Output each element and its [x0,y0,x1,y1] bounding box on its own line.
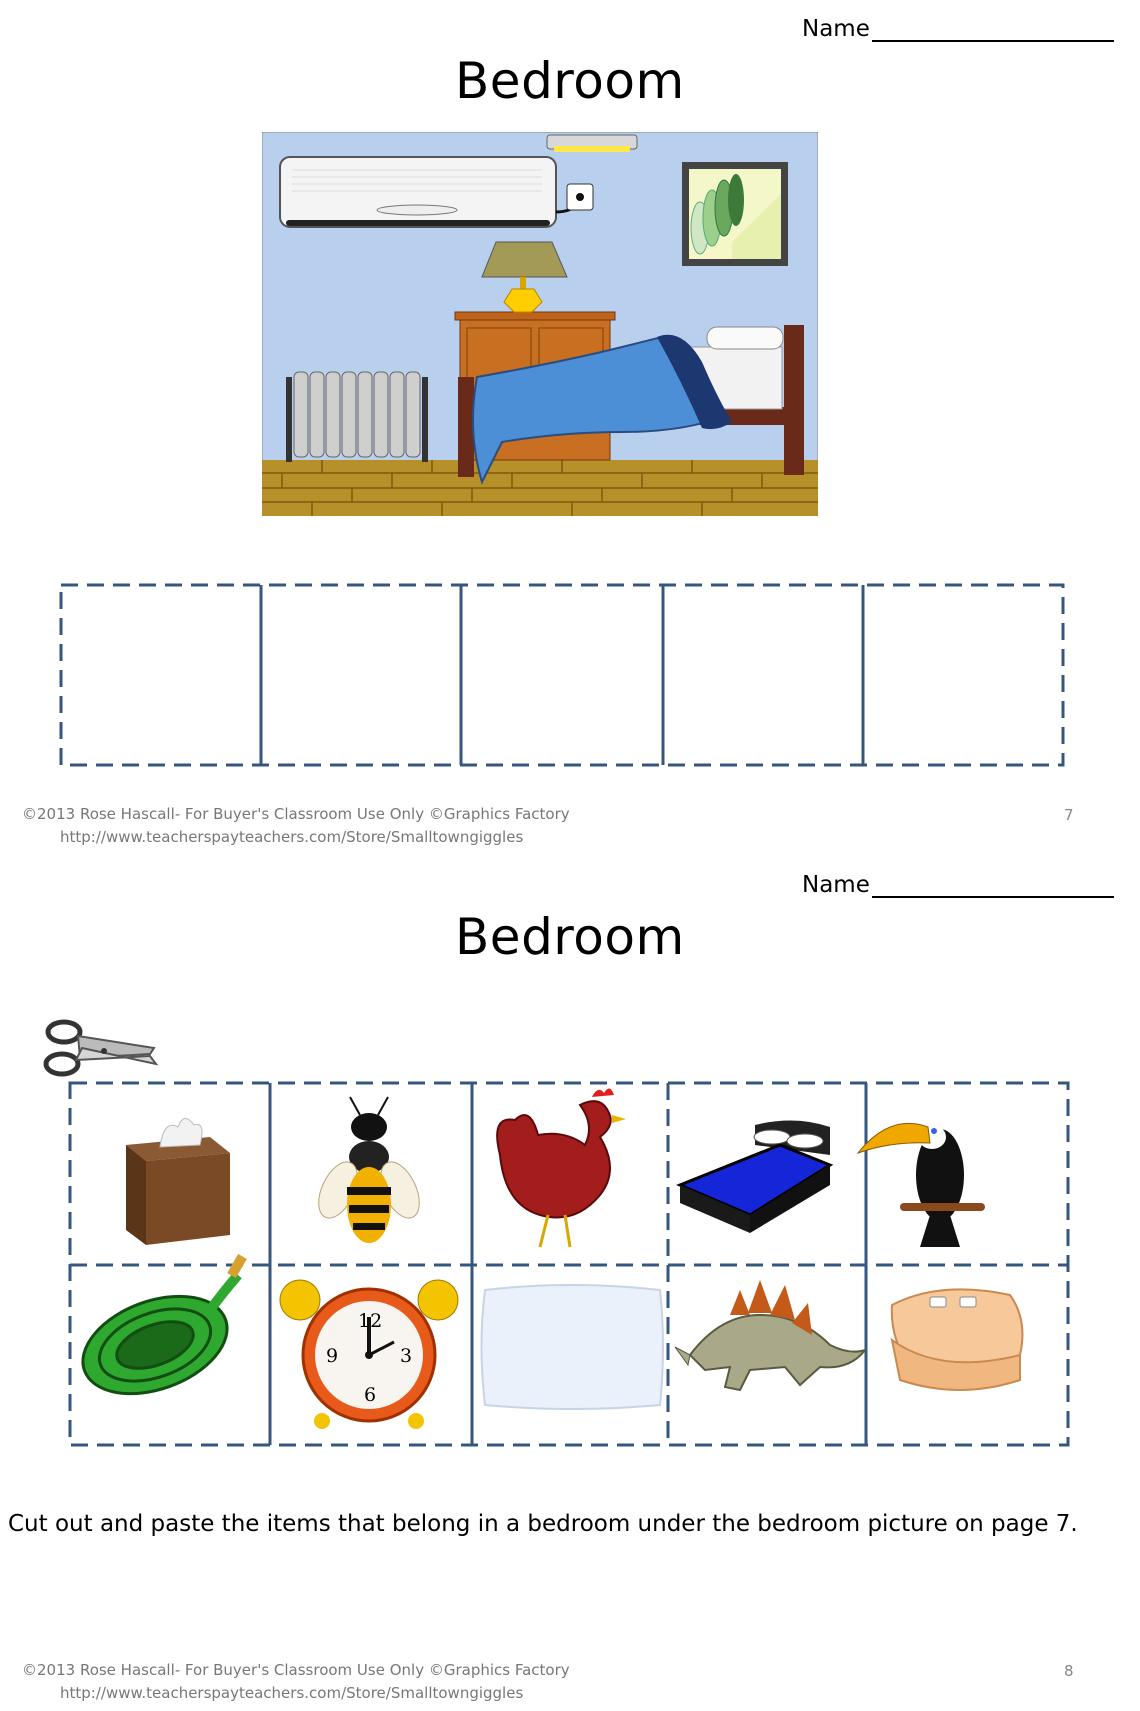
paste-area-border [61,585,1063,765]
name-blank-line [872,18,1114,42]
framed-picture-icon [682,162,788,266]
bee-icon [311,1097,427,1243]
page-number: 7 [1064,806,1074,824]
scissors-icon [42,1018,160,1080]
footer-url: http://www.teacherspayteachers.com/Store/Smalltowngiggles [60,828,524,846]
clock-number-9: 9 [326,1345,339,1367]
electric-blanket-icon [892,1289,1023,1390]
name-field [802,872,1114,898]
alarm-clock-icon [280,1280,458,1429]
hen-icon [497,1088,626,1247]
footer-url: http://www.teacherspayteachers.com/Store/Smalltowngiggles [60,1684,524,1702]
pillow-icon [482,1285,664,1409]
paste-boxes-row [55,575,1075,775]
stegosaurus-icon [675,1280,865,1390]
name-label: Name [802,872,870,898]
clock-number-3: 3 [400,1345,413,1367]
name-field [802,16,1114,42]
page-title: Bedroom [455,908,685,966]
bedroom-scene-illustration [262,132,818,516]
air-conditioner-icon [280,157,593,227]
toucan-icon [858,1123,985,1247]
page-number: 8 [1064,1662,1074,1680]
clock-number-6: 6 [364,1384,377,1406]
page-title: Bedroom [455,52,685,110]
cutout-grid [60,1075,1080,1455]
tissue-box-icon [126,1118,230,1245]
footer-copyright: ©2013 Rose Hascall- For Buyer's Classroom Use Only ©Graphics Factory [22,1661,570,1679]
bed-icon [680,1120,830,1233]
clock-number-12: 12 [358,1310,383,1332]
name-label: Name [802,16,870,42]
footer-copyright: ©2013 Rose Hascall- For Buyer's Classroom Use Only ©Graphics Factory [22,805,570,823]
instruction-text: Cut out and paste the items that belong in a bedroom under the bedroom picture on page 7. [8,1511,1078,1537]
garden-hose-icon [69,1254,246,1412]
name-blank-line [872,874,1114,898]
